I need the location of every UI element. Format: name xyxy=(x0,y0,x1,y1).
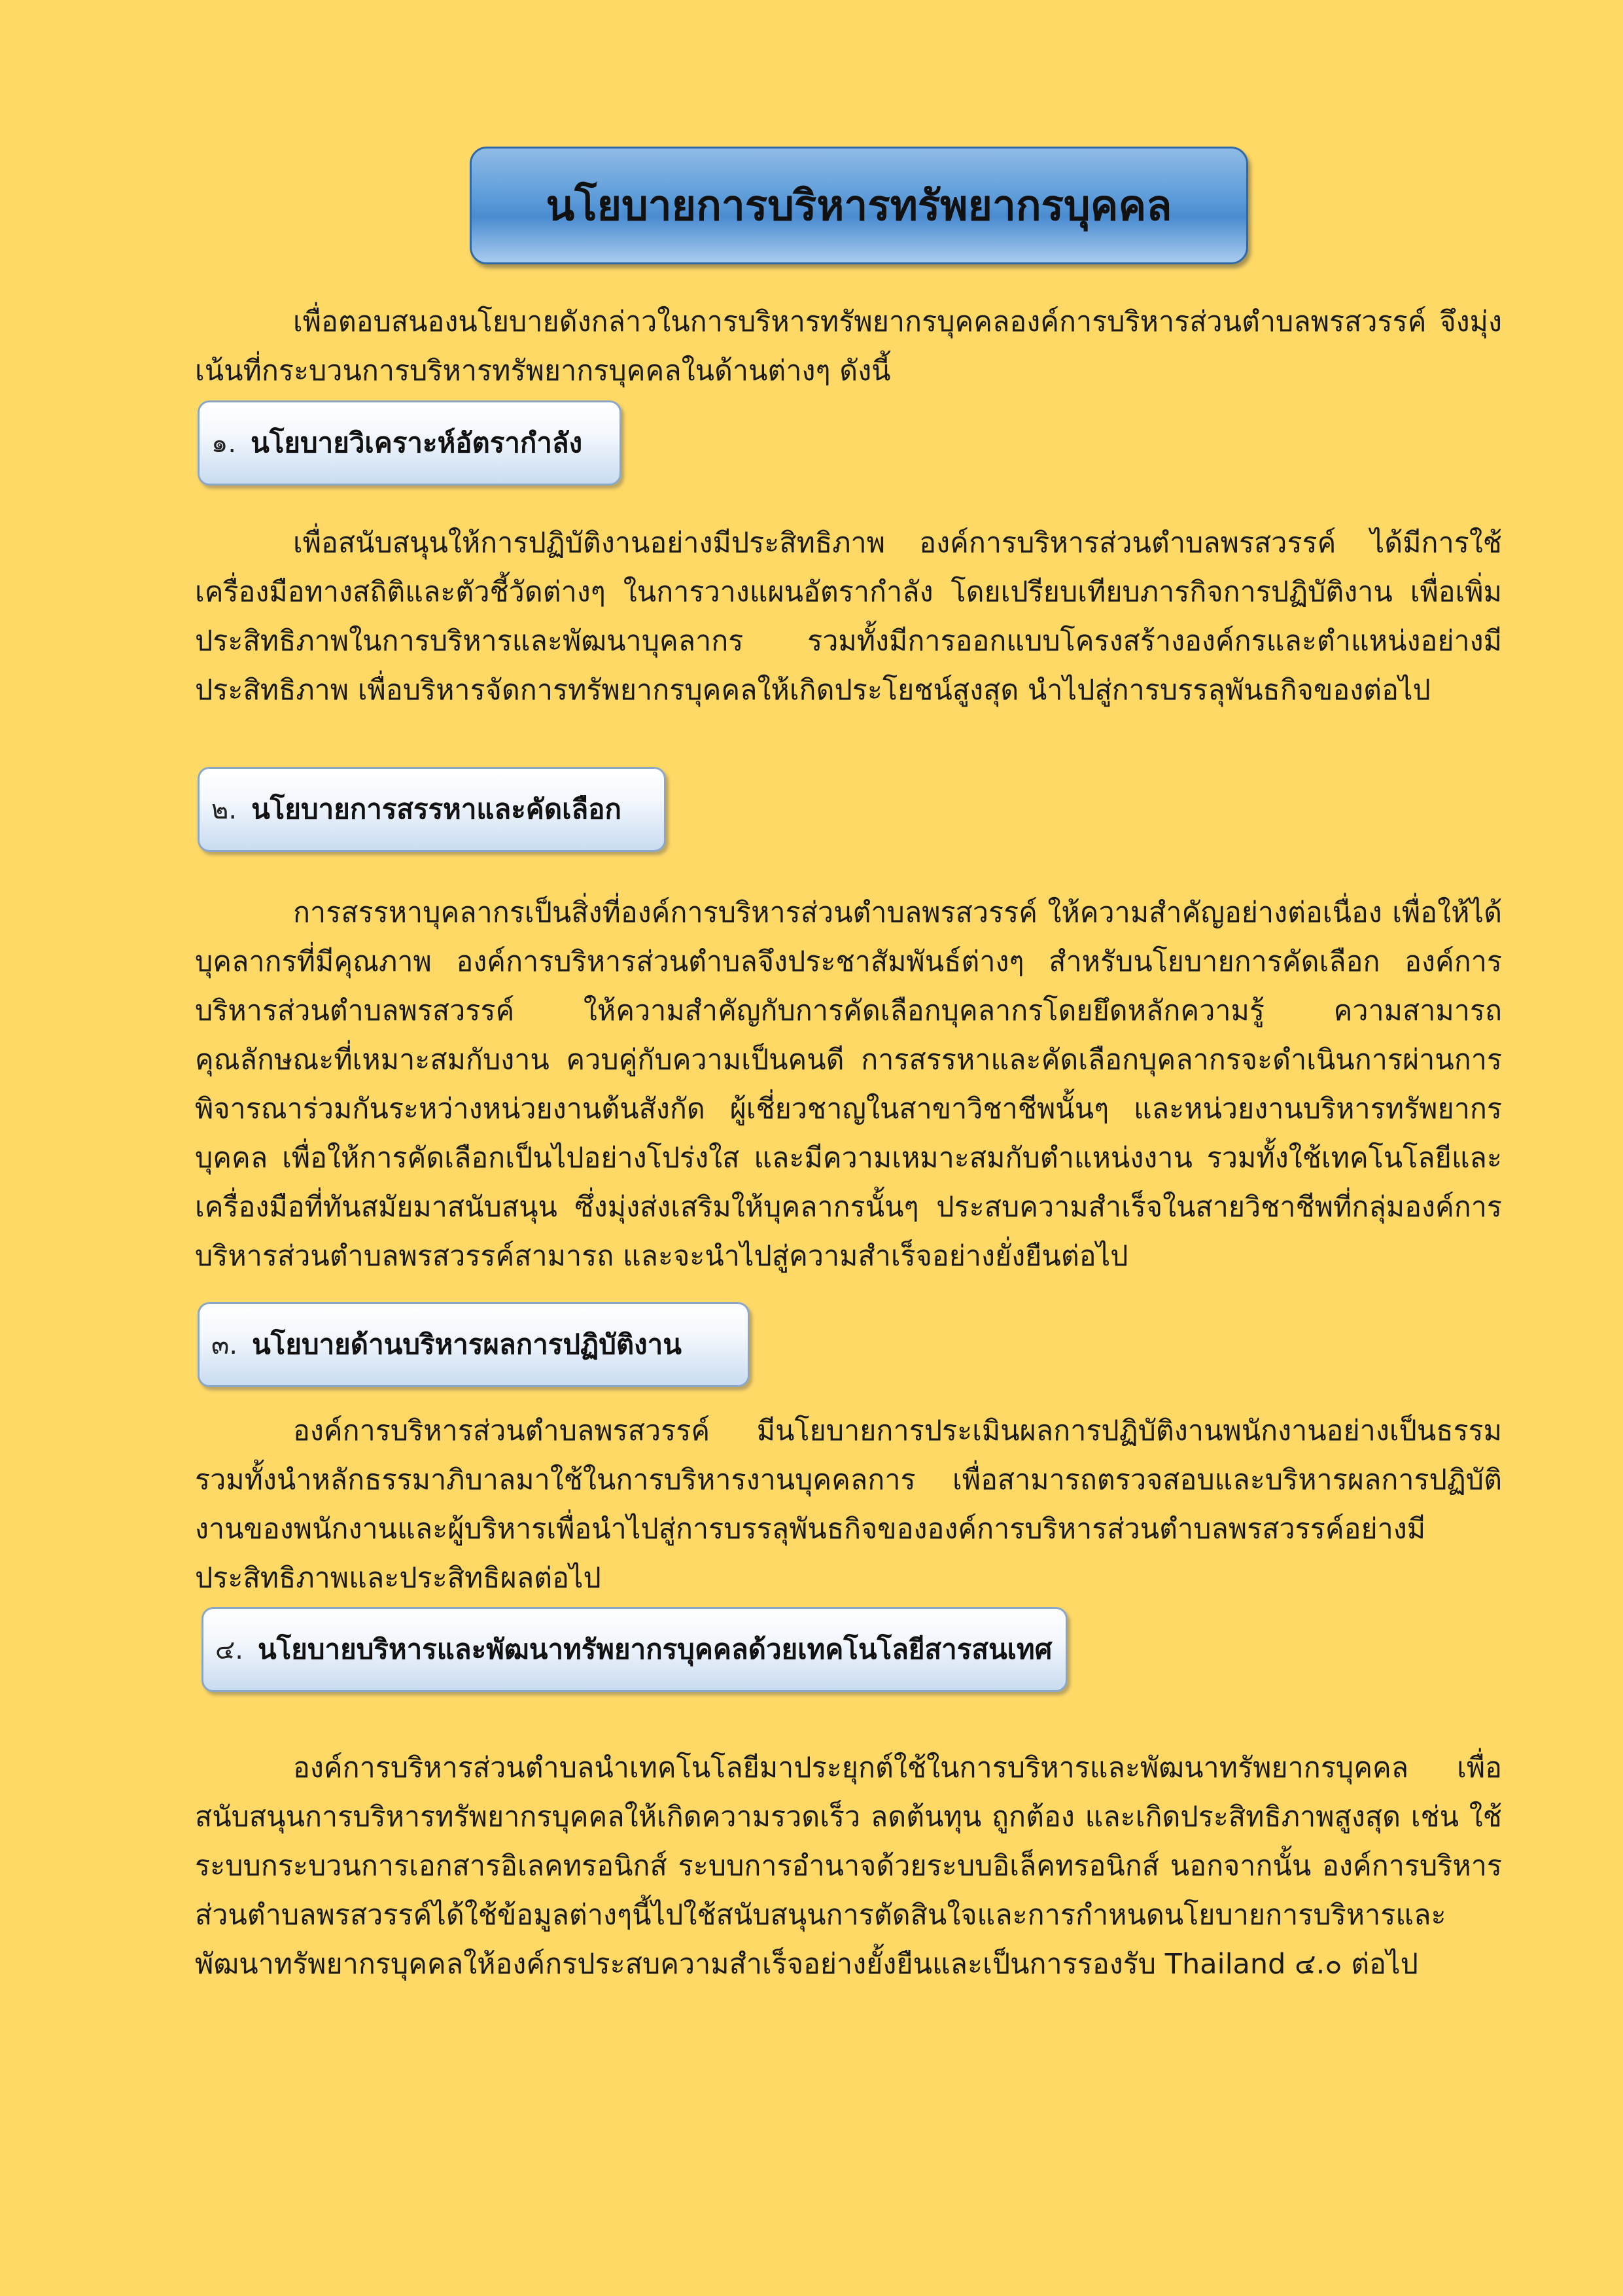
section-3-heading xyxy=(198,1302,750,1387)
section-2-body: การสรรหาบุคลากรเป็นสิ่งที่องค์การบริหารส่วนตำบลพรสวรรค์ ให้ความสำคัญอย่างต่อเนื่อง เพื่อให้ได้บุคลากรที่มีคุณภาพ องค์การบริหารส่วนตำบลจึงประชาสัมพันธ์ต่างๆ สำหรับนโยบายการคัดเลือก องค์การบริหารส่วนตำบลพรสวรรค์ ให้ความสำคัญกับการคัดเลือกบุคลากรโดยยึดหลักความรู้ ความสามารถ คุณลักษณะที่เหมาะสมกับงาน ควบคู่กับความเป็นคนดี การสรรหาและคัดเลือกบุคลากรจะดำเนินการผ่านการพิจารณาร่วมกันระหว่างหน่วยงานต้นสังกัด ผู้เชี่ยวชาญในสาขาวิชาชีพนั้นๆ และหน่วยงานบริหารทรัพยากรบุคคล เพื่อให้การคัดเลือกเป็นไปอย่างโปร่งใส และมีความเหมาะสมกับตำแหน่งงาน รวมทั้งใช้เทคโนโลยีและเครื่องมือที่ทันสมัยมาสนับสนุน ซึ่งมุ่งส่งเสริมให้บุคลากรนั้นๆ ประสบความสำเร็จในสายวิชาชีพที่กลุ่มองค์การบริหารส่วนตำบลพรสวรรค์สามารถ และจะนำไปสู่ความสำเร็จอย่างยั่งยืนต่อไป xyxy=(195,896,1502,1273)
section-4-title: นโยบายบริหารและพัฒนาทรัพยากรบุคคลด้วยเทคโนโลยีสารสนเทศ xyxy=(258,1633,1053,1665)
section-3-number: ๓. xyxy=(211,1330,238,1360)
section-3-title: นโยบายด้านบริหารผลการปฏิบัติงาน xyxy=(252,1328,682,1360)
page-title-banner xyxy=(470,147,1248,264)
section-1-body: เพื่อสนับสนุนให้การปฏิบัติงานอย่างมีประสิทธิภาพ องค์การบริหารส่วนตำบลพรสวรรค์ ได้มีการใช้เครื่องมือทางสถิติและตัวชี้วัดต่างๆ ในการวางแผนอัตรากำลัง โดยเปรียบเทียบภารกิจการปฏิบัติงาน เพื่อเพิ่มประสิทธิภาพในการบริหารและพัฒนาบุคลากร รวมทั้งมีการออกแบบโครงสร้างองค์กรและตำแหน่งอย่างมีประสิทธิภาพ เพื่อบริหารจัดการทรัพยากรบุคคลให้เกิดประโยชน์สูงสุด นำไปสู่การบรรลุพันธกิจของต่อไป xyxy=(195,527,1502,707)
section-2-title: นโยบายการสรรหาและคัดเลือก xyxy=(251,793,621,825)
intro-paragraph: เพื่อตอบสนองนโยบายดังกล่าวในการบริหารทรัพยากรบุคคลองค์การบริหารส่วนตำบลพรสวรรค์ จึงมุ่งเน้นที่กระบวนการบริหารทรัพยากรบุคคลในด้านต่างๆ ดังนี้ xyxy=(195,306,1502,387)
section-4-body: องค์การบริหารส่วนตำบลนำเทคโนโลยีมาประยุกต์ใช้ในการบริหารและพัฒนาทรัพยากรบุคคล เพื่อสนับสนุนการบริหารทรัพยากรบุคคลให้เกิดความรวดเร็ว ลดต้นทุน ถูกต้อง และเกิดประสิทธิภาพสูงสุด เช่น ใช้ ระบบกระบวนการเอกสารอิเลคทรอนิกส์ ระบบการอำนาจด้วยระบบอิเล็คทรอนิกส์ นอกจากนั้น องค์การบริหารส่วนตำบลพรสวรรค์ได้ใช้ข้อมูลต่างๆนี้ไปใช้สนับสนุนการตัดสินใจและการกำหนดนโยบายการบริหารและพัฒนาทรัพยากรบุคคลให้องค์กรประสบความสำเร็จอย่างยั้งยืนและเป็นการรองรับ Thailand ๔.๐ ต่อไป xyxy=(195,1752,1502,1981)
page-title: นโยบายการบริหารทรัพยากรบุคคล xyxy=(546,182,1172,230)
section-1-title: นโยบายวิเคราะห์อัตรากำลัง xyxy=(251,427,583,459)
section-4-heading xyxy=(201,1607,1068,1692)
section-1-heading xyxy=(198,400,621,486)
section-2-number: ๒. xyxy=(211,795,237,825)
section-4-number: ๔. xyxy=(215,1635,243,1665)
section-1-number: ๑. xyxy=(211,429,237,459)
section-2-heading xyxy=(198,767,666,852)
section-3-body: องค์การบริหารส่วนตำบลพรสวรรค์ มีนโยบายการประเมินผลการปฏิบัติงานพนักงานอย่างเป็นธรรมรวมทั้งนำหลักธรรมาภิบาลมาใช้ในการบริหารงานบุคคลการ เพื่อสามารถตรวจสอบและบริหารผลการปฏิบัติงานของพนักงานและผู้บริหารเพื่อนำไปสู่การบรรลุพันธกิจขององค์การบริหารส่วนตำบลพรสวรรค์อย่างมีประสิทธิภาพและประสิทธิผลต่อไป xyxy=(195,1415,1502,1595)
